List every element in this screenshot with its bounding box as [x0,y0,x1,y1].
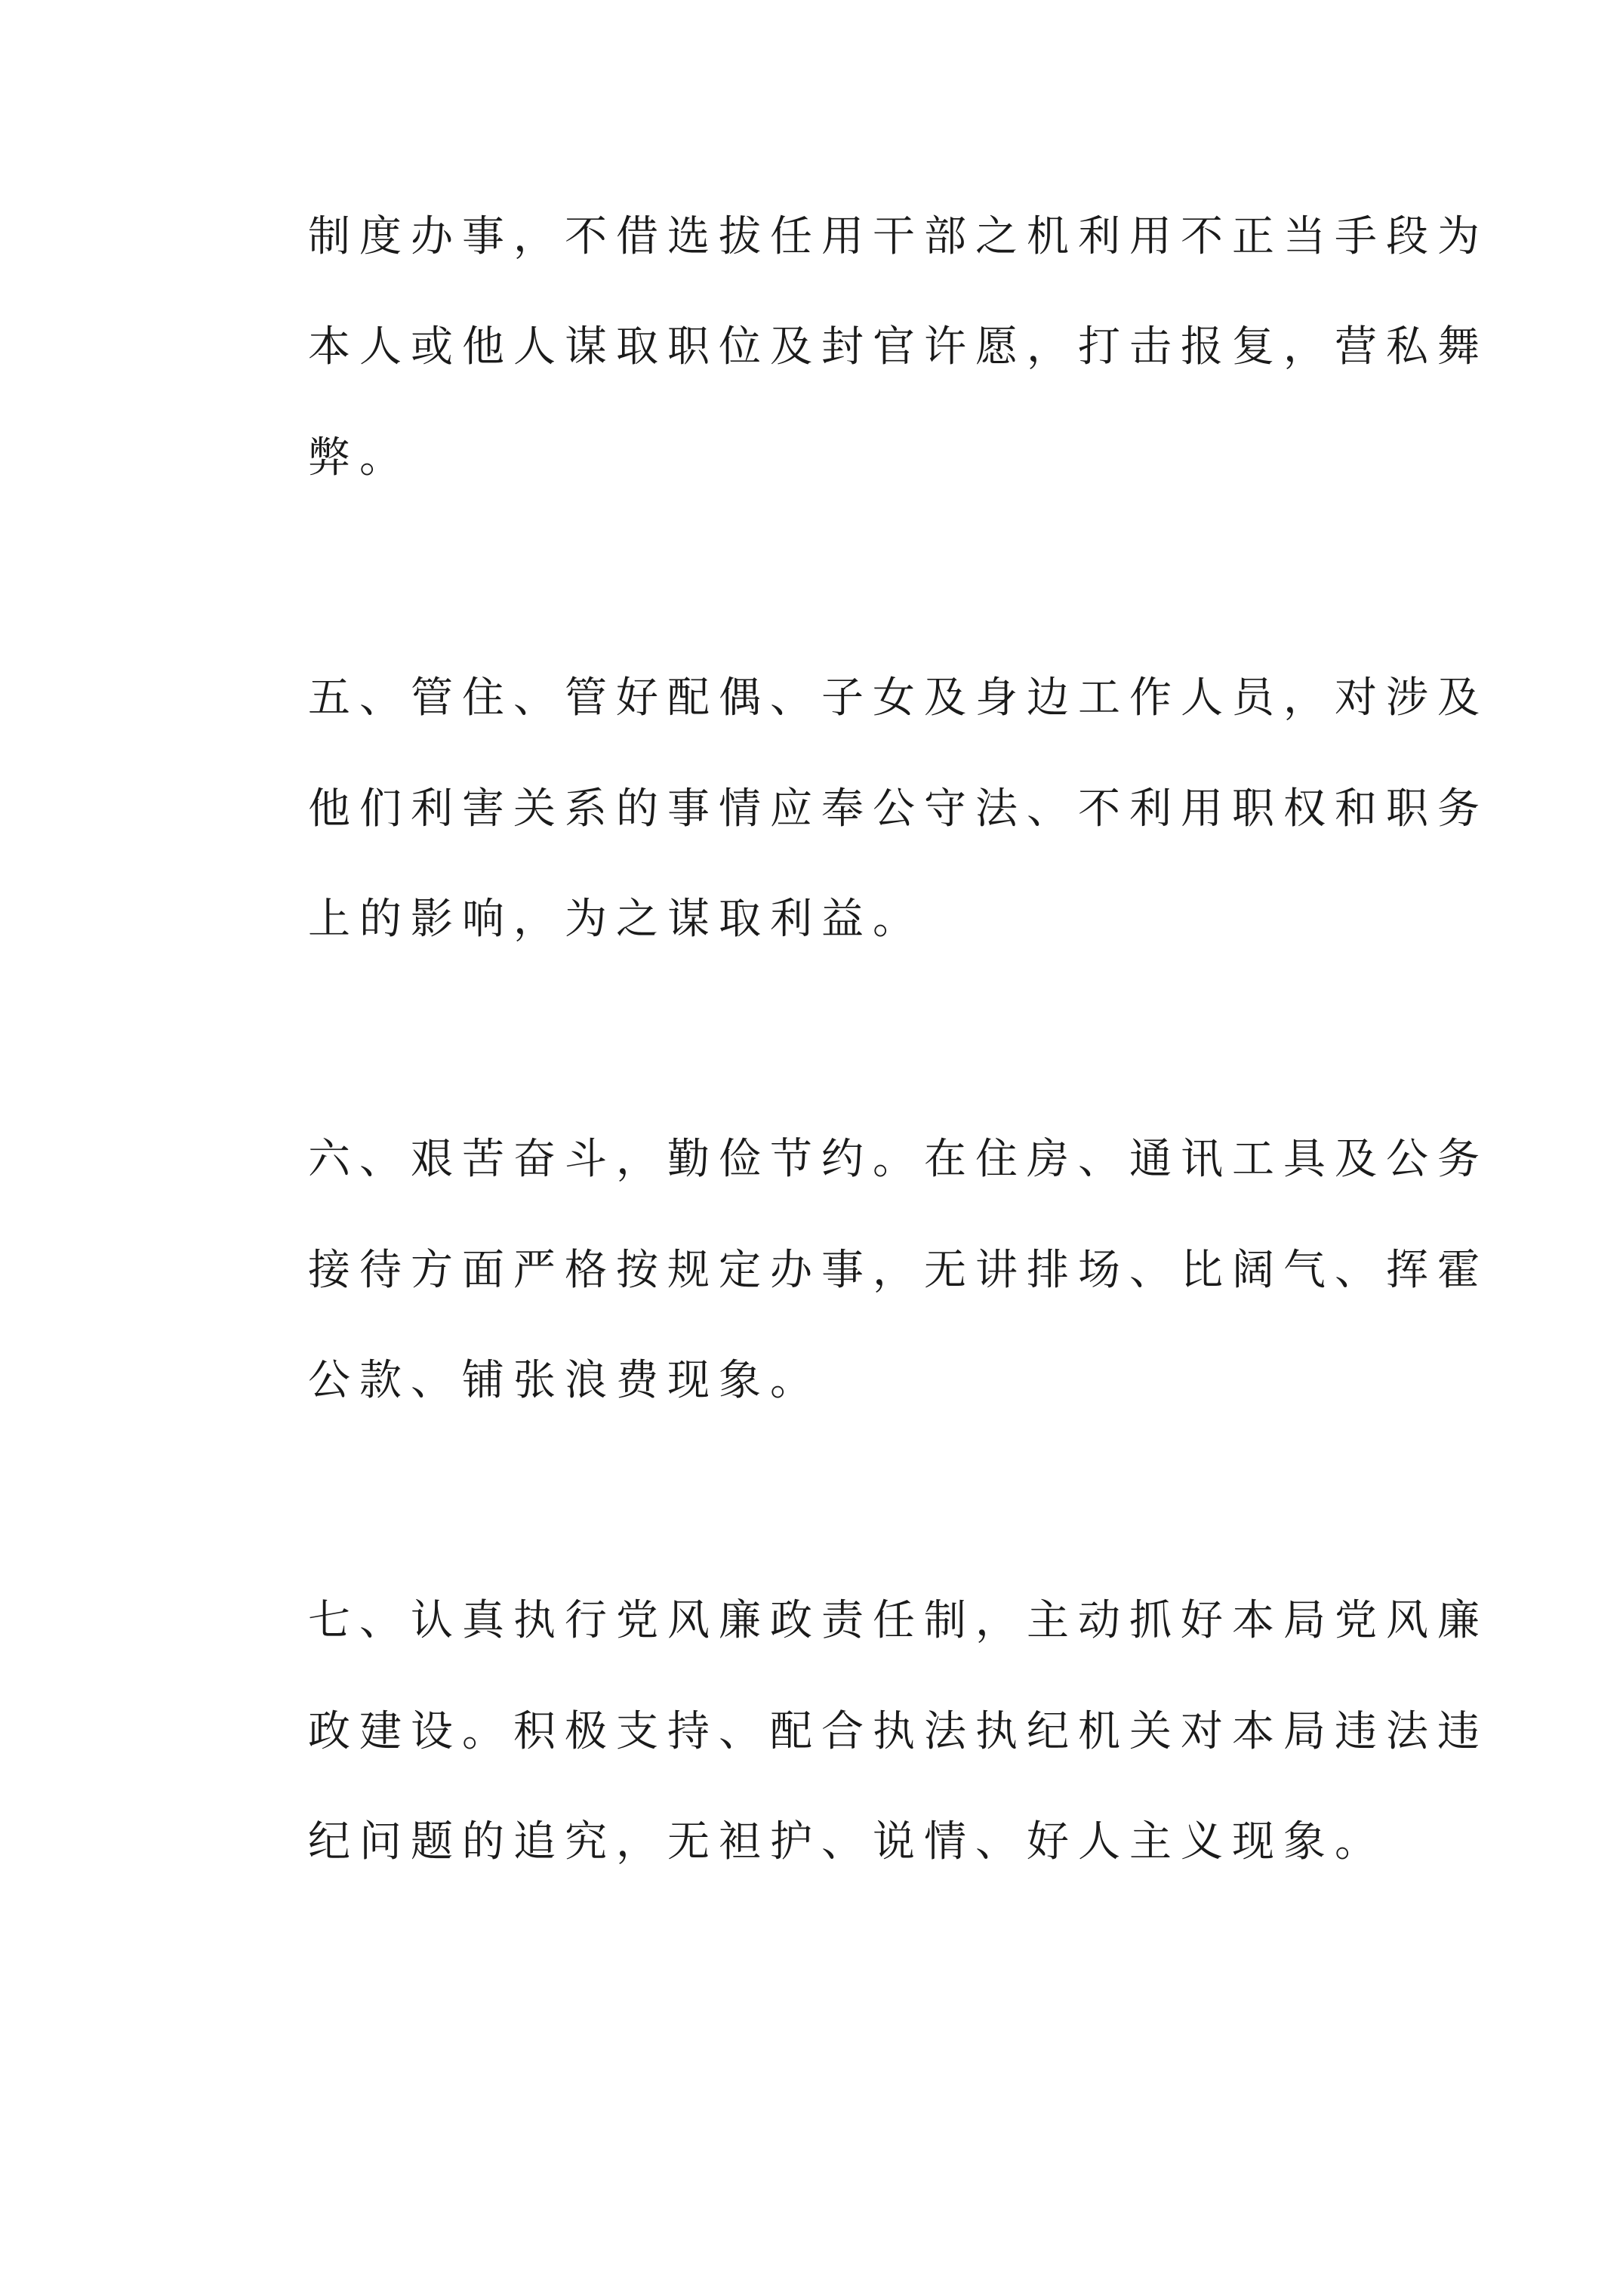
text-line: 纪问题的追究，无袒护、说情、好人主义现象。 [308,1817,1386,1866]
text-line: 接待方面严格按规定办事，无讲排场、比阔气、挥霍 [308,1246,1489,1295]
text-line: 弊。 [308,433,411,482]
text-line: 七、认真执行党风廉政责任制，主动抓好本局党风廉 [308,1596,1489,1645]
text-line: 他们利害关系的事情应奉公守法、不利用职权和职务 [308,784,1489,834]
text-line: 制度办事，不借选拔任用干部之机利用不正当手段为 [308,212,1489,261]
text-line: 政建设。积极支持、配合执法执纪机关对本局违法违 [308,1707,1489,1756]
text-line: 五、管住、管好配偶、子女及身边工作人员，对涉及 [308,673,1489,723]
text-line: 六、艰苦奋斗，勤俭节约。在住房、通讯工具及公务 [308,1135,1489,1184]
text-line: 上的影响，为之谋取利益。 [308,895,924,944]
text-line: 公款、铺张浪费现象。 [308,1356,821,1405]
text-line: 本人或他人谋取职位及封官许愿，打击报复，营私舞 [308,322,1489,371]
